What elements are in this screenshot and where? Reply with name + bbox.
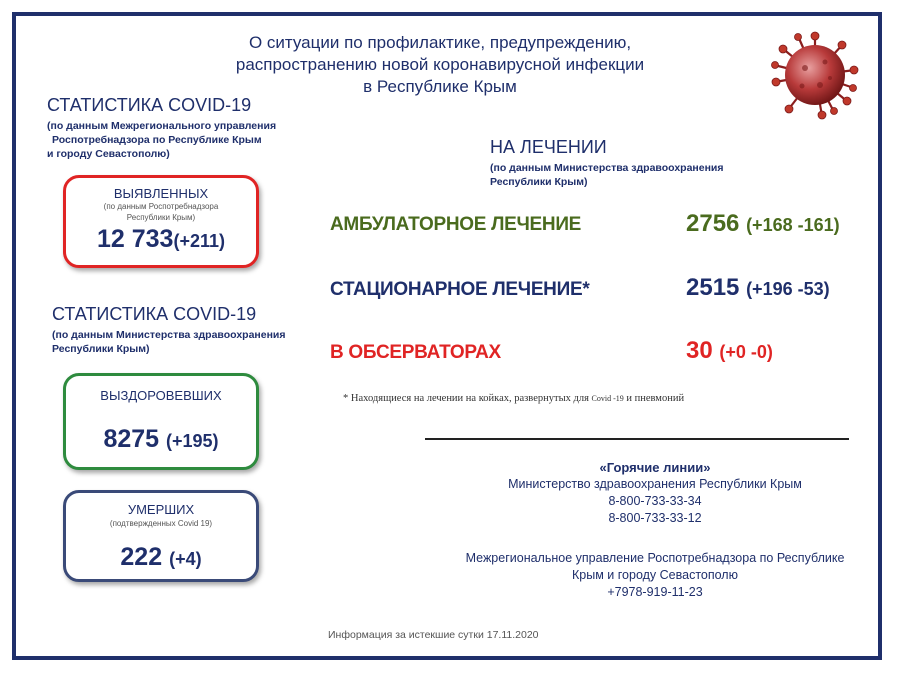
hotlines-rpn-block — [440, 550, 870, 601]
hotlines-phone-3: +7978-919-11-23 — [607, 585, 703, 599]
info-date: Информация за истекшие сутки 17.11.2020 — [328, 629, 539, 641]
inpatient-delta: (+196 -53) — [746, 279, 830, 299]
recovered-label: ВЫЗДОРОВЕВШИХ — [100, 388, 222, 403]
hotlines-rpn-2: Крым и городу Севастополю — [572, 568, 738, 582]
died-count — [66, 543, 256, 572]
recovered-delta: (+195) — [166, 431, 219, 451]
stats-rpn-heading: СТАТИСТИКА COVID-19 — [47, 95, 252, 115]
stats-mz-heading: СТАТИСТИКА COVID-19 — [52, 304, 257, 324]
outpatient-delta: (+168 -161) — [746, 215, 840, 235]
inpatient-value: 2515 — [686, 274, 740, 301]
outpatient-count — [686, 210, 840, 238]
footnote-text-a: * Находящиеся на лечении на койках, развернутых для — [343, 393, 589, 404]
observatory-label: В ОБСЕРВАТОРАХ — [330, 342, 501, 363]
died-label: УМЕРШИХ — [127, 502, 195, 517]
hotlines-heading: «Горячие линии» — [599, 460, 711, 475]
detected-label: ВЫЯВЛЕННЫХ — [113, 186, 209, 201]
detected-note-2: Республики Крым) — [126, 213, 196, 222]
hotlines-phone-1: 8-800-733-33-34 — [608, 494, 702, 508]
detected-value: 12 733 — [96, 225, 174, 253]
observatory-count — [686, 337, 773, 365]
title-line-2: распространению новой коронавирусной инфекции — [235, 55, 645, 74]
hotlines-block — [490, 459, 820, 527]
stats-rpn-source-2: Роспотребнадзора по Республике Крым — [52, 134, 262, 146]
hotlines-phone-2: 8-800-733-33-12 — [608, 511, 702, 525]
title-line-3: в Республике Крым — [363, 77, 517, 96]
died-value: 222 — [120, 543, 163, 571]
died-note: (подтвержденных Covid 19) — [109, 519, 213, 528]
recovered-card — [63, 373, 259, 470]
outpatient-value: 2756 — [686, 210, 740, 237]
coronavirus-icon — [770, 30, 860, 120]
detected-card — [63, 175, 259, 268]
stats-rpn-source-1: (по данным Межрегионального управления — [47, 120, 277, 132]
treatment-source-1: (по данным Министерства здравоохранения — [490, 162, 724, 174]
hotlines-rpn-1: Межрегиональное управление Роспотребнадзора по Республике — [465, 551, 845, 565]
stats-mz-source-2: Республики Крым) — [52, 343, 150, 355]
footnote-text-b: Covid -19 — [591, 394, 624, 403]
divider-line — [425, 438, 849, 440]
hotlines-ministry: Министерство здравоохранения Республики Крым — [508, 477, 802, 491]
stats-mz-source-1: (по данным Министерства здравоохранения — [52, 329, 286, 341]
observatory-value: 30 — [686, 337, 713, 364]
treatment-heading: НА ЛЕЧЕНИИ — [490, 137, 607, 157]
inpatient-label: СТАЦИОНАРНОЕ ЛЕЧЕНИЕ* — [330, 279, 590, 300]
recovered-value: 8275 — [103, 425, 160, 453]
detected-note-1: (по данным Роспотребнадзора — [103, 202, 219, 211]
page-title — [200, 32, 680, 98]
recovered-count — [66, 425, 256, 454]
title-line-1: О ситуации по профилактике, предупреждению, — [248, 33, 632, 52]
outpatient-label: АМБУЛАТОРНОЕ ЛЕЧЕНИЕ — [330, 214, 582, 235]
detected-count — [66, 225, 256, 254]
died-card — [63, 490, 259, 582]
detected-delta: (+211) — [173, 231, 225, 251]
treatment-footnote — [343, 393, 684, 404]
died-delta: (+4) — [169, 549, 202, 569]
observatory-delta: (+0 -0) — [719, 342, 773, 362]
stats-rpn-source-3: и городу Севастополю) — [47, 148, 170, 160]
footnote-text-c: и пневмоний — [626, 393, 685, 404]
inpatient-count — [686, 274, 830, 302]
treatment-source-2: Республики Крым) — [490, 176, 588, 188]
